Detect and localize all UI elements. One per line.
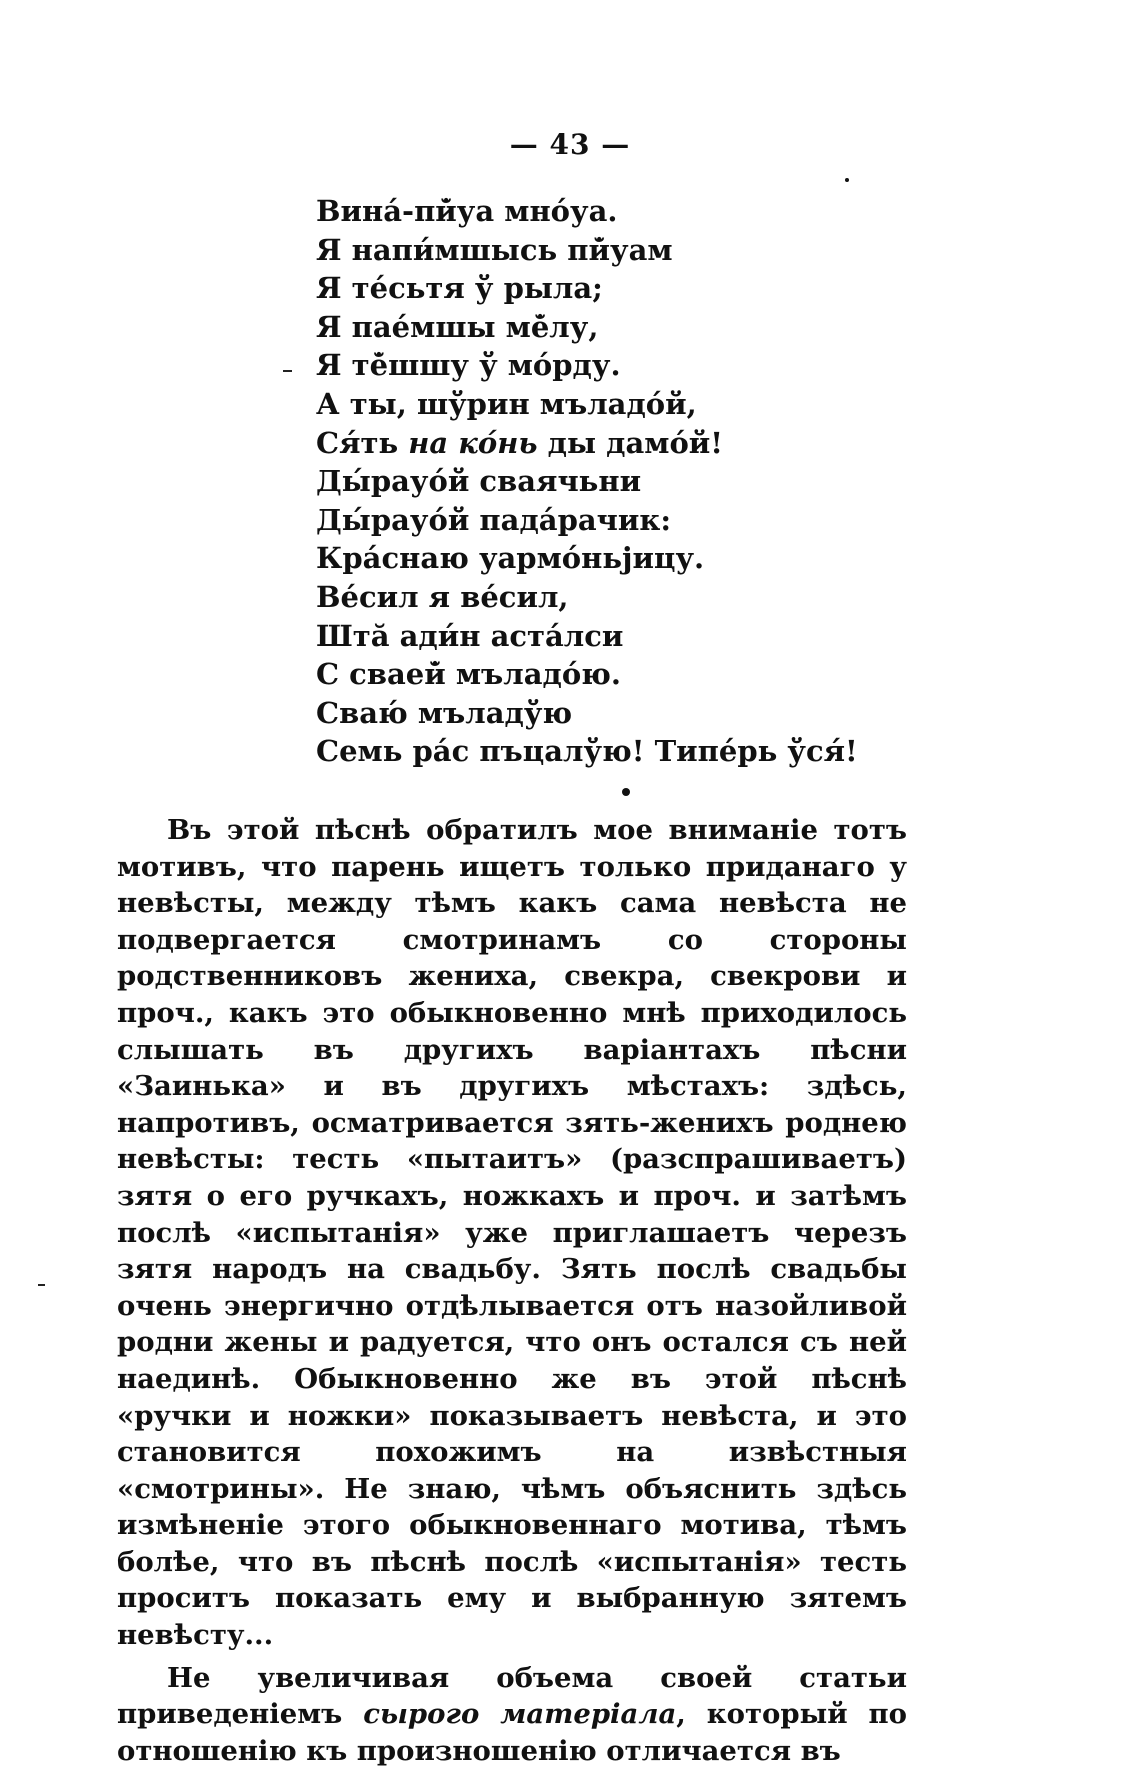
poem-line-text: Ся́ть xyxy=(316,425,409,460)
speck-mark xyxy=(845,178,849,182)
poem-line: Я пае́мшы ме̇̆лу, xyxy=(316,309,599,344)
poem-line: Ве́сил я ве́сил, xyxy=(316,579,569,614)
poem-line: Вина́-пи̇̆уа мно́уа. xyxy=(316,194,618,228)
paragraph-italic: сырого матеріала xyxy=(363,1698,677,1731)
paragraph-text: , который по отношенію къ произношенію отличается въ xyxy=(117,1698,908,1767)
prose xyxy=(117,812,907,1769)
poem-line: Семь ра́с пъцалўю! Типе́рь ўся́! xyxy=(316,734,858,769)
dash-mark xyxy=(283,370,292,372)
poem xyxy=(316,192,876,771)
dash-mark xyxy=(38,1284,45,1286)
poem-line: А ты, шўрин мъладо́й, xyxy=(316,386,697,421)
poem-line: Сваю́ мъладўю xyxy=(316,695,573,730)
page-number: — 43 — xyxy=(509,128,631,161)
poem-line: Штӑ ади́н аста́лси xyxy=(316,618,624,653)
poem-line: Я те́сьтя ў рыла; xyxy=(316,271,603,306)
poem-line: Я напи́мшысь пи̇̆уам xyxy=(316,232,673,267)
paragraph-text: Не увеличивая объема своей статьи приведеніемъ xyxy=(117,1661,907,1731)
poem-line-text: ды дамо́й! xyxy=(537,425,724,460)
speck-mark xyxy=(622,788,630,796)
poem-line xyxy=(316,424,876,463)
poem-line-italic: на ко́нь xyxy=(408,425,538,460)
poem-line: Ды́рауо́й сваячьни xyxy=(316,464,642,499)
poem-line: Я те̇̆шшу ў мо́рду. xyxy=(316,348,621,383)
paragraph: Въ этой пѣснѣ обратилъ мое вниманіе тотъ мотивъ, что парень ищетъ только приданаго у невѣсты, между тѣмъ какъ сама невѣста не подвергается смотринамъ со стороны родственниковъ жениха, свекра, свекрови и проч., какъ это обыкновенно мнѣ приходилось слышать въ другихъ варіантахъ пѣсни «Заинька» и въ другихъ мѣстахъ: здѣсь, напротивъ, осматривается зять-женихъ роднею невѣсты: тесть «пытаитъ» (разспрашиваетъ) зятя о его ручкахъ, ножкахъ и проч. и затѣмъ послѣ «испытанія» уже приглашаетъ черезъ зятя народъ на свадьбу. Зять послѣ свадьбы очень энергично отдѣлывается отъ назойливой родни жены и радуется, что онъ остался съ ней наединѣ. Обыкновенно же въ этой пѣснѣ «ручки и ножки» показываетъ невѣста, и это становится похожимъ на извѣстныя «смотрины». Не знаю, чѣмъ объяснить здѣсь измѣненіе этого обыкновеннаго мотива, тѣмъ болѣе, что въ пѣснѣ послѣ «испытанія» тесть проситъ показать ему и выбранную зятемъ невѣсту... xyxy=(117,814,907,1652)
poem-line: Ды́рауо́й пада́рачик: xyxy=(316,502,672,537)
poem-line: С сваеи̇̆ мъладо́ю. xyxy=(316,657,622,692)
paragraph xyxy=(117,1660,907,1769)
poem-line: Кра́снаю уармо́ньјицу. xyxy=(316,541,705,576)
